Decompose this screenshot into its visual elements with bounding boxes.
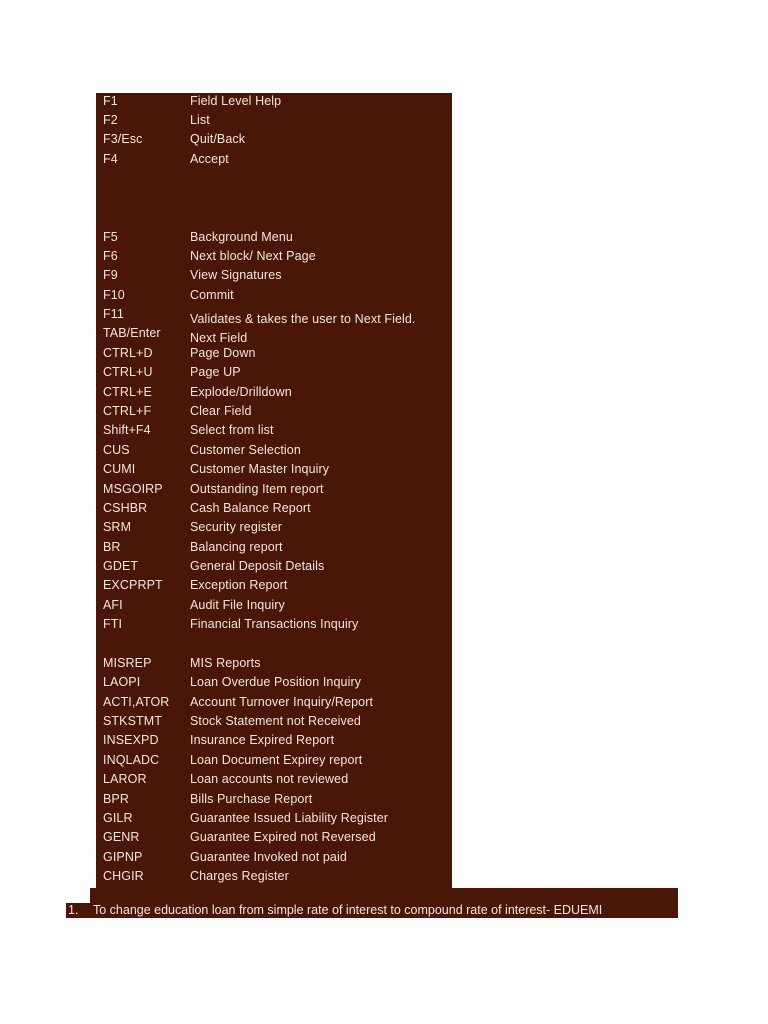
key-cell: GIPNP xyxy=(103,850,143,864)
desc-cell: Insurance Expired Report xyxy=(190,733,335,747)
key-cell: AFI xyxy=(103,598,123,612)
key-cell: BR xyxy=(103,540,121,554)
key-cell: F4 xyxy=(103,152,118,166)
key-cell: F3/Esc xyxy=(103,132,143,146)
desc-cell: Bills Purchase Report xyxy=(190,792,313,806)
desc-cell: Exception Report xyxy=(190,578,288,592)
key-cell: CTRL+F xyxy=(103,404,152,418)
desc-cell: Clear Field xyxy=(190,404,252,418)
key-cell: CSHBR xyxy=(103,501,148,515)
key-cell: F6 xyxy=(103,249,118,263)
desc-cell: Customer Master Inquiry xyxy=(190,462,330,476)
desc-cell: Outstanding Item report xyxy=(190,482,324,496)
desc-cell: Guarantee Expired not Reversed xyxy=(190,830,376,844)
desc-cell: Validates & takes the user to Next Field. xyxy=(190,312,416,326)
desc-cell: MIS Reports xyxy=(190,656,261,670)
key-cell: CTRL+U xyxy=(103,365,153,379)
desc-cell: Balancing report xyxy=(190,540,283,554)
desc-cell: Explode/Drilldown xyxy=(190,385,292,399)
key-cell: CHGIR xyxy=(103,869,144,883)
key-cell: GDET xyxy=(103,559,139,573)
desc-cell: Cash Balance Report xyxy=(190,501,311,515)
desc-cell: Commit xyxy=(190,288,234,302)
desc-cell: Loan Overdue Position Inquiry xyxy=(190,675,362,689)
desc-cell: View Signatures xyxy=(190,268,282,282)
key-cell: CTRL+D xyxy=(103,346,153,360)
desc-cell: Guarantee Invoked not paid xyxy=(190,850,347,864)
key-cell: F2 xyxy=(103,113,118,127)
key-cell: GILR xyxy=(103,811,133,825)
key-cell: LAROR xyxy=(103,772,147,786)
desc-cell: Loan accounts not reviewed xyxy=(190,772,349,786)
desc-cell: Quit/Back xyxy=(190,132,246,146)
desc-cell: Financial Transactions Inquiry xyxy=(190,617,359,631)
key-cell: FTI xyxy=(103,617,123,631)
desc-cell: Next Field xyxy=(190,331,248,345)
key-cell: INQLADC xyxy=(103,753,160,767)
key-cell: F11 xyxy=(103,307,124,321)
key-cell: SRM xyxy=(103,520,132,534)
desc-cell: General Deposit Details xyxy=(190,559,325,573)
key-cell: Shift+F4 xyxy=(103,423,151,437)
key-cell: F9 xyxy=(103,268,118,282)
key-cell: MISREP xyxy=(103,656,152,670)
key-cell: CUMI xyxy=(103,462,136,476)
desc-cell: Audit File Inquiry xyxy=(190,598,285,612)
desc-cell: Account Turnover Inquiry/Report xyxy=(190,695,374,709)
desc-cell: Charges Register xyxy=(190,869,289,883)
key-cell: CTRL+E xyxy=(103,385,152,399)
key-cell: BPR xyxy=(103,792,130,806)
list-number: 1. xyxy=(68,903,79,917)
desc-cell: Page UP xyxy=(190,365,241,379)
note-text: To change education loan from simple rate of interest to compound rate of interest- EDUEMI xyxy=(93,903,603,917)
desc-cell: Accept xyxy=(190,152,229,166)
desc-cell: Loan Document Expirey report xyxy=(190,753,363,767)
key-cell: F1 xyxy=(103,94,118,108)
desc-cell: Guarantee Issued Liability Register xyxy=(190,811,389,825)
key-cell: TAB/Enter xyxy=(103,326,161,340)
key-cell: F10 xyxy=(103,288,125,302)
desc-cell: List xyxy=(190,113,210,127)
desc-cell: Field Level Help xyxy=(190,94,282,108)
desc-cell: Stock Statement not Received xyxy=(190,714,361,728)
key-cell: F5 xyxy=(103,230,118,244)
desc-cell: Select from list xyxy=(190,423,274,437)
key-cell: ACTI,ATOR xyxy=(103,695,170,709)
key-cell: CUS xyxy=(103,443,130,457)
desc-cell: Page Down xyxy=(190,346,256,360)
key-cell: GENR xyxy=(103,830,140,844)
key-cell: MSGOIRP xyxy=(103,482,163,496)
desc-cell: Next block/ Next Page xyxy=(190,249,316,263)
desc-cell: Security register xyxy=(190,520,283,534)
key-cell: EXCPRPT xyxy=(103,578,163,592)
key-cell: STKSTMT xyxy=(103,714,163,728)
key-cell: INSEXPD xyxy=(103,733,159,747)
desc-cell: Background Menu xyxy=(190,230,293,244)
desc-cell: Customer Selection xyxy=(190,443,301,457)
key-cell: LAOPI xyxy=(103,675,141,689)
